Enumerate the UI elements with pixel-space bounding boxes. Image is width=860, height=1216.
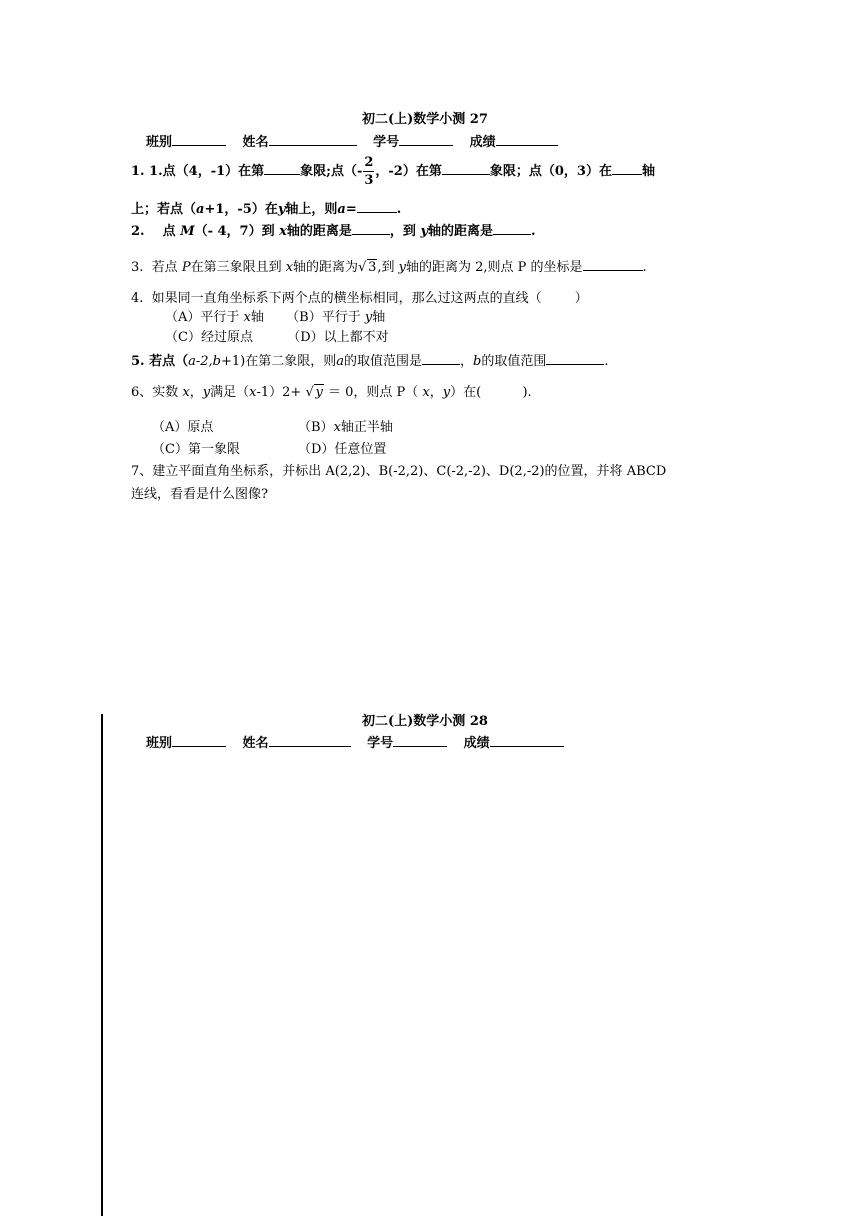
q3-text: . [642,260,647,275]
radical-sign-icon: √ [305,385,314,400]
variable-a: a [337,202,346,217]
q3-text: ,到 [377,260,399,275]
square-root-3 [358,260,377,275]
variable-x: x [243,310,251,325]
score-label: 成绩 [469,135,496,150]
score-label: 成绩 [463,736,490,751]
question-6-option-d[interactable]: （D）任意位置 [298,442,387,457]
quiz27-title: 初二(上)数学小测 27 [362,112,488,127]
variable-a: a [336,354,345,369]
quiz27-header [146,131,558,150]
q3-text: 3. 若点 [131,260,182,275]
student-id-blank[interactable] [393,734,447,747]
radicand: 3 [368,260,377,275]
q6-text: -1）2+ [256,385,302,400]
name-label: 姓名 [242,736,269,751]
q1-text: . [396,202,402,217]
student-id-label: 学号 [373,135,400,150]
score-blank[interactable] [490,734,564,747]
q3-text: 在第三象限且到 [190,260,286,275]
q1-text: 轴上，则 [285,202,338,217]
question-4-stem: 4. 如果同一直角坐标系下两个点的横坐标相同，那么过这两点的直线（ ） [131,291,588,306]
variable-a: a [188,354,196,369]
q5-text: 5. 若点（ [131,354,189,369]
q5-text: +1)在第二象限，则 [221,354,337,369]
question-6-option-b[interactable] [298,416,393,435]
score-blank[interactable] [496,133,558,146]
q2-text: . [531,224,536,239]
option-d[interactable]: （D）以上都不对 [287,330,389,345]
q1-blank-1[interactable] [264,162,300,175]
q3-blank[interactable] [583,258,643,271]
student-id-label: 学号 [367,736,394,751]
variable-b: b [212,354,221,369]
variable-b: b [473,354,482,369]
q1-text: ，-2）在第 [375,164,442,179]
q3-text: 轴的距离为 2,则点 P 的坐标是 [405,260,583,275]
student-id-blank[interactable] [399,133,453,146]
variable-a: a [196,202,205,217]
fraction-denominator: 3 [364,173,374,188]
q6-text: ＝ 0，则点 P（ [327,385,423,400]
radical-sign-icon: √ [358,260,367,275]
variable-x: x [249,385,257,400]
variable-y: y [442,385,451,400]
variable-x: x [422,385,430,400]
option-b-text: 轴 [372,310,386,325]
q5-text: . [604,354,609,369]
q1-blank-3[interactable] [612,162,642,175]
question-7-line-1: 7、建立平面直角坐标系，并标出 A(2,2)、B(-2,2)、C(-2,-2)、D(2,-2)的位置，并将 ABCD [131,464,667,479]
variable-m: M [180,224,195,239]
class-label: 班别 [146,135,173,150]
q1-text: 象限；点（0，3）在 [489,164,612,179]
q5-blank-2[interactable] [546,352,604,365]
q6-text: ， [429,385,443,400]
question-6-option-a[interactable]: （A）原点 [152,420,214,435]
option-b-text: （B）平行于 [286,310,365,325]
fraction-two-thirds [363,156,374,187]
q1-text: 1. 1.点（4，-1）在第 [131,164,265,179]
margin-rule [101,714,103,1216]
name-label: 姓名 [242,135,269,150]
q6-text: ， [189,385,203,400]
option-a[interactable] [165,310,264,325]
q2-text: ，到 [389,224,421,239]
question-6 [131,381,532,400]
variable-x: x [333,420,341,435]
q3-text: 轴的距离为 [293,260,359,275]
q2-blank-1[interactable] [352,222,390,235]
question-5 [131,350,609,369]
q1-text: +1，-5）在 [204,202,278,217]
variable-x: x [279,224,287,239]
name-blank[interactable] [269,133,357,146]
question-1-line-2 [131,198,401,217]
q5-blank-1[interactable] [422,352,460,365]
q2-text: 2. 点 [131,224,181,239]
q1-blank-2[interactable] [442,162,490,175]
quiz28-title: 初二(上)数学小测 28 [362,714,488,729]
q2-text: （- 4，7）到 [194,224,280,239]
variable-x: x [182,385,190,400]
variable-y: y [420,224,429,239]
variable-y: y [277,202,286,217]
q6-text: ）在( ). [450,385,532,400]
fraction-numerator: 2 [364,155,374,170]
q1-text: 上；若点（ [131,202,197,217]
q2-text: 轴的距离是 [286,224,352,239]
question-3 [131,256,647,275]
quiz28-header [146,732,564,751]
square-root-y [305,385,323,400]
option-b[interactable] [286,310,385,325]
option-c[interactable]: （C）经过原点 [165,330,253,345]
question-6-option-c[interactable]: （C）第一象限 [152,442,240,457]
question-2 [131,220,536,239]
question-4-options-ab [165,306,385,325]
q2-blank-2[interactable] [493,222,531,235]
q5-text: ， [460,354,474,369]
q1-text: 轴 [641,164,655,179]
question-7-line-2: 连线，看看是什么图像? [131,487,268,502]
q5-text: -2, [195,354,213,369]
name-blank[interactable] [269,734,351,747]
option-a-text: 轴 [250,310,264,325]
variable-y: y [202,385,211,400]
variable-p: P [181,260,191,275]
q5-text: 的取值范围是 [344,354,423,369]
variable-x: x [285,260,294,275]
variable-y: y [398,260,406,275]
variable-y: y [364,310,373,325]
class-blank[interactable] [172,133,226,146]
question-1-line-1 [131,152,655,192]
q6-text: 6、实数 [131,385,183,400]
q1-text: = [345,202,357,217]
option-b-text: 轴正半轴 [340,420,393,435]
q6-text: 满足（ [210,385,250,400]
q1-text: 象限;点（- [300,164,363,179]
q1-blank-4[interactable] [357,200,397,213]
radicand: y [315,385,323,400]
q5-text: 的取值范围 [481,354,547,369]
question-4-options-cd [165,326,389,345]
class-blank[interactable] [172,734,226,747]
option-a-text: （A）平行于 [165,310,244,325]
q2-text: 轴的距离是 [428,224,494,239]
class-label: 班别 [146,736,173,751]
option-b-text: （B） [298,420,334,435]
